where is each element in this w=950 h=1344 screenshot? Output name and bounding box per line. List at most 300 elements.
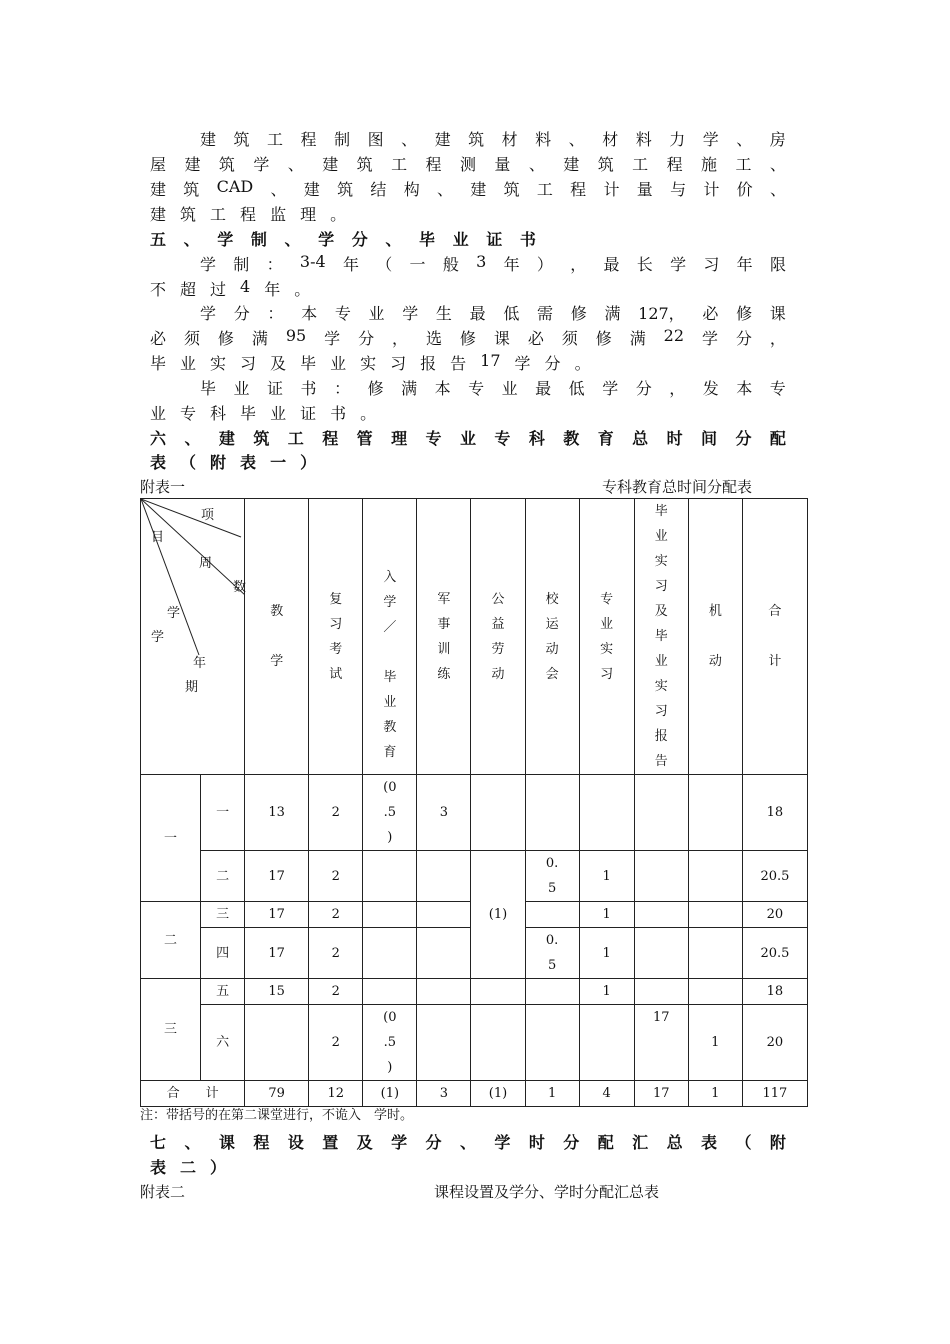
- text-char: （: [376, 255, 393, 274]
- cell: 20: [742, 902, 807, 928]
- text-char: 本: [736, 379, 753, 398]
- text-char: 程: [570, 180, 587, 199]
- cell-text-line: 训: [437, 641, 451, 657]
- header-professional-practice: [579, 499, 634, 775]
- cell: 20: [742, 1005, 807, 1081]
- text-char: 低: [568, 379, 585, 398]
- table-note: 注：带括号的在第二课堂进行，不诡入 学时。: [140, 1108, 414, 1123]
- cell-text-line: 益: [491, 616, 505, 632]
- text-char: 、: [184, 429, 201, 448]
- text-char: 程: [666, 155, 683, 174]
- text-char: 工: [287, 429, 304, 448]
- text-char: 工: [391, 155, 408, 174]
- text-char: 筑: [253, 429, 270, 448]
- text-char: 须: [561, 329, 578, 348]
- text-char: 力: [669, 130, 686, 149]
- text-char: 。: [330, 205, 347, 224]
- text-char: 必: [702, 304, 719, 323]
- table1-caption-right: 专科教育总时间分配表: [602, 478, 753, 496]
- text-char: 满: [401, 379, 418, 398]
- cell: 12: [309, 1081, 363, 1107]
- text-char: 间: [701, 429, 718, 448]
- header-review-exam: [309, 499, 363, 775]
- table1-caption-left: 附表一: [140, 478, 186, 496]
- cell: [525, 979, 579, 1005]
- text-char: 最: [535, 379, 552, 398]
- text-char: ）: [300, 453, 317, 472]
- text-char: 本: [301, 304, 318, 323]
- text-char: 、: [436, 180, 453, 199]
- cell-text-line: 毕: [383, 670, 397, 685]
- table-row: [141, 1005, 808, 1081]
- diag-label-qi: 期: [185, 680, 199, 695]
- cell: [417, 928, 471, 979]
- text-char: 发: [702, 379, 719, 398]
- text-char: 及: [356, 1133, 373, 1152]
- text-char: 业: [150, 404, 167, 423]
- text-char: 分: [233, 304, 250, 323]
- cell: [363, 1005, 417, 1081]
- text-char: 筑: [356, 155, 373, 174]
- text-char: 置: [322, 1133, 339, 1152]
- text-char: 料: [535, 130, 552, 149]
- text-char: 附: [210, 453, 227, 472]
- text-char: 必: [527, 329, 544, 348]
- text-char: 工: [210, 205, 227, 224]
- cell: [363, 928, 417, 979]
- term-cell: 一: [201, 775, 245, 851]
- diag-label-xue2: 学: [151, 630, 165, 645]
- cell: [688, 979, 742, 1005]
- total-row: [141, 1081, 808, 1107]
- text-char: 毕: [150, 354, 167, 373]
- cell-text-line: .5: [383, 805, 397, 820]
- cell: [688, 775, 742, 851]
- cell: (1): [471, 1081, 525, 1107]
- cell-text-line: 合: [768, 604, 782, 619]
- table-row: [141, 775, 808, 851]
- text-char: 、: [528, 155, 545, 174]
- cell-text-line: 业教: [383, 695, 397, 735]
- cell-text-line: 习: [600, 666, 614, 682]
- text-char: 必: [150, 329, 167, 348]
- text-char: 习: [703, 255, 720, 274]
- cell: 20.5: [742, 928, 807, 979]
- header-public-labor: [471, 499, 525, 775]
- text-char: 专: [769, 379, 786, 398]
- text-char: 书: [300, 379, 317, 398]
- text-char: ：: [267, 304, 284, 323]
- text-char: 建: [470, 180, 487, 199]
- cell: 1: [525, 1081, 579, 1107]
- cell: [579, 775, 634, 851]
- cell-text-line: 试: [329, 666, 343, 682]
- text-char: 筑: [218, 155, 235, 174]
- cell-text-line: 练: [437, 666, 451, 682]
- xuezhi-line-2: [150, 277, 786, 300]
- text-char: 业: [452, 230, 469, 249]
- cell: 20.5: [742, 851, 807, 902]
- text-char: 分: [735, 329, 752, 348]
- cell-text-line: 实: [600, 641, 614, 657]
- text-char: 一: [409, 255, 426, 274]
- cell: [417, 979, 471, 1005]
- courses-line-4: [150, 202, 786, 225]
- cell: [471, 979, 525, 1005]
- cell: 2: [309, 1005, 363, 1081]
- text-char: 、: [459, 1133, 476, 1152]
- text-char: 时: [528, 1133, 545, 1152]
- text-char: 专: [468, 379, 485, 398]
- text-char: 低: [503, 304, 520, 323]
- text-char: 学: [402, 304, 419, 323]
- text-char: 表: [150, 1158, 167, 1177]
- text-char: 学: [670, 255, 687, 274]
- header-sports-meet: [525, 499, 579, 775]
- cell: 1: [579, 902, 634, 928]
- text-char: 筑: [180, 205, 197, 224]
- cell: 2: [309, 979, 363, 1005]
- text-char: 制: [233, 255, 250, 274]
- text-char: 施: [701, 155, 718, 174]
- cell: (1): [363, 1081, 417, 1107]
- section-6-title-2: [150, 450, 786, 473]
- text-char: 学: [701, 329, 718, 348]
- text-char: 程: [240, 205, 257, 224]
- text-char: 学: [217, 230, 234, 249]
- cell: 17: [634, 1081, 688, 1107]
- cell-text-line: 复: [329, 591, 343, 607]
- text-char: 建: [150, 180, 167, 199]
- text-char: 工: [536, 180, 553, 199]
- header-total: [742, 499, 807, 775]
- text-char: （: [180, 453, 197, 472]
- text-char: 五: [150, 230, 167, 249]
- text-char: 选: [425, 329, 442, 348]
- text-char: 修: [570, 304, 587, 323]
- text-char: 材: [501, 130, 518, 149]
- text-char: 。: [574, 354, 591, 373]
- text-char: 制: [334, 130, 351, 149]
- text-char: ，: [570, 255, 587, 274]
- table-header-row: [141, 499, 808, 775]
- cell: 18: [742, 979, 807, 1005]
- zhengshu-line-1: [200, 376, 786, 399]
- text-char: 时: [666, 429, 683, 448]
- text-char: 表: [150, 453, 167, 472]
- text-char: 建: [184, 155, 201, 174]
- text-char: 年: [264, 280, 281, 299]
- cell: 17: [245, 851, 309, 902]
- text-char: 毕: [300, 354, 317, 373]
- cell: [363, 851, 417, 902]
- header-flexible: [688, 499, 742, 775]
- text-char: 汇: [632, 1133, 649, 1152]
- text-char: ）: [210, 1158, 227, 1177]
- cell-text-line: 习: [654, 579, 668, 594]
- text-char: 业: [180, 354, 197, 373]
- cell-text-line: 5: [547, 881, 557, 896]
- header-enrollment-graduation: [363, 499, 417, 775]
- text-char: 分: [358, 329, 375, 348]
- text-char: CAD: [216, 177, 254, 196]
- cell-text-line: 会: [545, 666, 559, 682]
- text-char: 工: [735, 155, 752, 174]
- text-char: 过: [210, 280, 227, 299]
- text-char: 习: [390, 354, 407, 373]
- text-char: 分: [563, 1133, 580, 1152]
- text-char: 修: [217, 329, 234, 348]
- cell: [688, 928, 742, 979]
- text-char: 程: [300, 130, 317, 149]
- cell-text-line: 报: [654, 729, 668, 744]
- text-char: 满: [604, 304, 621, 323]
- text-char: 3: [476, 252, 487, 271]
- text-char: 习: [240, 354, 257, 373]
- text-char: 分: [425, 1133, 442, 1152]
- text-char: 生: [435, 304, 452, 323]
- text-char: 年: [342, 255, 359, 274]
- text-char: 实: [360, 354, 377, 373]
- diag-label-nian: 年: [193, 656, 207, 671]
- text-char: 、: [287, 155, 304, 174]
- text-char: 须: [183, 329, 200, 348]
- cell: [363, 979, 417, 1005]
- term-cell: 三: [201, 902, 245, 928]
- text-char: 科: [528, 429, 545, 448]
- cell: [471, 1005, 525, 1081]
- text-char: 、: [769, 180, 786, 199]
- diag-label-count: 数: [233, 580, 247, 595]
- text-char: 、: [568, 130, 585, 149]
- text-char: 课: [493, 329, 510, 348]
- text-char: 限: [769, 255, 786, 274]
- table-row: [141, 979, 808, 1005]
- term-cell: 二: [201, 851, 245, 902]
- text-char: 二: [180, 1158, 197, 1177]
- text-char: 报: [420, 354, 437, 373]
- text-char: ，: [669, 379, 686, 398]
- cell-text-line: 机: [708, 604, 722, 619]
- text-char: 分: [544, 354, 561, 373]
- text-char: 3-4: [299, 252, 326, 271]
- cell: [363, 902, 417, 928]
- text-char: 、: [401, 130, 418, 149]
- text-char: 127，: [638, 304, 685, 323]
- text-char: 与: [670, 180, 687, 199]
- cell-text-line: 专: [600, 591, 614, 607]
- diag-label-mu: 目: [151, 530, 165, 545]
- cell-text-line: 毕: [654, 629, 668, 644]
- text-char: 年: [503, 255, 520, 274]
- cell-text-line: ): [387, 830, 393, 845]
- table-row: [141, 851, 808, 902]
- text-char: 学: [702, 130, 719, 149]
- text-char: 、: [284, 230, 301, 249]
- text-char: 最: [603, 255, 620, 274]
- text-char: 学: [602, 379, 619, 398]
- cell-text-line: 习: [654, 704, 668, 719]
- cell: [245, 1005, 309, 1081]
- text-char: 量: [636, 180, 653, 199]
- cell-text-line: .5: [383, 1035, 397, 1050]
- text-char: 工: [632, 155, 649, 174]
- text-char: 毕: [200, 379, 217, 398]
- text-char: 证: [486, 230, 503, 249]
- text-char: 证: [300, 404, 317, 423]
- cell: [688, 851, 742, 902]
- text-char: 表: [701, 1133, 718, 1152]
- text-char: 建: [434, 130, 451, 149]
- text-char: ，: [392, 329, 409, 348]
- text-char: 及: [270, 354, 287, 373]
- cell: 2: [309, 928, 363, 979]
- text-char: 程: [322, 429, 339, 448]
- cell: [525, 1005, 579, 1081]
- text-char: 、: [270, 180, 287, 199]
- section-5-title: [150, 227, 536, 250]
- courses-line-3: [150, 177, 786, 200]
- cell: 18: [742, 775, 807, 851]
- text-char: 筑: [468, 130, 485, 149]
- cell: [471, 775, 525, 851]
- text-char: 专: [180, 404, 197, 423]
- text-char: 管: [356, 429, 373, 448]
- text-char: 筑: [233, 130, 250, 149]
- cell-text-line: 育: [383, 745, 397, 760]
- cell-text-line: (0: [383, 780, 397, 795]
- text-char: 超: [180, 280, 197, 299]
- text-char: 理: [391, 429, 408, 448]
- cell-text-line: 5: [547, 958, 557, 973]
- header-graduation-internship: [634, 499, 688, 775]
- cell-text-line: 业: [600, 616, 614, 632]
- cell: [525, 775, 579, 851]
- text-char: 筑: [337, 180, 354, 199]
- cell: 3: [417, 1081, 471, 1107]
- text-char: 满: [251, 329, 268, 348]
- text-char: （: [735, 1133, 752, 1152]
- text-char: 图: [367, 130, 384, 149]
- text-char: 料: [635, 130, 652, 149]
- cell-text-line: [270, 624, 283, 649]
- text-char: 实: [210, 354, 227, 373]
- cell: 15: [245, 979, 309, 1005]
- text-char: 配: [597, 1133, 614, 1152]
- text-char: 专: [425, 429, 442, 448]
- text-char: ：: [266, 255, 283, 274]
- text-char: ：: [334, 379, 351, 398]
- text-char: 学: [514, 354, 531, 373]
- term-cell: 五: [201, 979, 245, 1005]
- text-char: ）: [536, 255, 553, 274]
- cell-text-line: 实: [654, 554, 668, 569]
- cell-text-line: 军: [437, 591, 451, 607]
- cell: 1: [688, 1005, 742, 1081]
- text-char: 、: [736, 130, 753, 149]
- cell: [525, 851, 579, 902]
- cell-text-line: 习: [329, 616, 343, 632]
- cell-text-line: ): [387, 1060, 393, 1075]
- text-char: 。: [360, 404, 377, 423]
- text-char: 分: [735, 429, 752, 448]
- text-char: 学: [318, 230, 335, 249]
- text-char: 筑: [183, 180, 200, 199]
- cell-text-line: 0.: [545, 933, 559, 948]
- cell-text-line: 业: [654, 529, 668, 544]
- term-cell: 四: [201, 928, 245, 979]
- cell-text-line: 劳: [491, 641, 505, 657]
- text-char: 95: [285, 326, 307, 345]
- text-char: 长: [636, 255, 653, 274]
- cell: 1: [579, 928, 634, 979]
- cell-text-line: 计: [768, 654, 782, 669]
- cell-text-line: 学: [383, 595, 397, 610]
- text-char: 程: [425, 155, 442, 174]
- text-char: 、: [769, 155, 786, 174]
- cell-text-line: 入: [383, 570, 397, 585]
- text-char: 价: [736, 180, 753, 199]
- cell: 117: [742, 1081, 807, 1107]
- text-char: 分: [635, 379, 652, 398]
- text-char: 学: [494, 1133, 511, 1152]
- total-label: 合 计: [141, 1081, 245, 1107]
- cell: 17: [634, 1005, 688, 1081]
- cell: [634, 851, 688, 902]
- cell-text-line: 动: [545, 641, 559, 657]
- text-char: 业: [270, 404, 287, 423]
- public-labor-merged-cell: (1): [471, 851, 525, 979]
- cell: 3: [417, 775, 471, 851]
- cell: [688, 902, 742, 928]
- table2-caption-right: 课程设置及学分、学时分配汇总表: [434, 1183, 660, 1201]
- cell-text-line: 0.: [545, 856, 559, 871]
- cell: [634, 902, 688, 928]
- xuefen-line-3: [150, 351, 786, 374]
- text-char: 总: [666, 1133, 683, 1152]
- courses-line-2: [150, 152, 786, 175]
- text-char: 测: [459, 155, 476, 174]
- cell-text-line: [709, 624, 722, 649]
- time-allocation-table: [140, 498, 808, 1107]
- year-cell: 三: [141, 979, 201, 1081]
- text-char: 建: [218, 429, 235, 448]
- text-char: 业: [459, 429, 476, 448]
- cell-text-line: 运: [545, 616, 559, 632]
- text-char: 一: [270, 453, 287, 472]
- diag-label-xue1: 学: [167, 606, 181, 621]
- section-7-title-1: [150, 1130, 786, 1153]
- section-6-title-1: [150, 426, 786, 449]
- text-char: 屋: [150, 155, 167, 174]
- text-char: 修: [595, 329, 612, 348]
- text-char: 教: [563, 429, 580, 448]
- diag-label-week: 周: [199, 556, 213, 571]
- text-char: 结: [370, 180, 387, 199]
- text-char: 建: [322, 155, 339, 174]
- cell: 79: [245, 1081, 309, 1107]
- text-char: 最: [469, 304, 486, 323]
- xuefen-line-1: [200, 301, 786, 324]
- text-char: 学: [324, 329, 341, 348]
- cell-text-line: [768, 624, 781, 649]
- xuezhi-line-1: [200, 252, 786, 275]
- zhengshu-line-2: [150, 401, 786, 424]
- text-char: 业: [233, 379, 250, 398]
- text-char: 工: [267, 130, 284, 149]
- text-char: 计: [603, 180, 620, 199]
- cell: [417, 851, 471, 902]
